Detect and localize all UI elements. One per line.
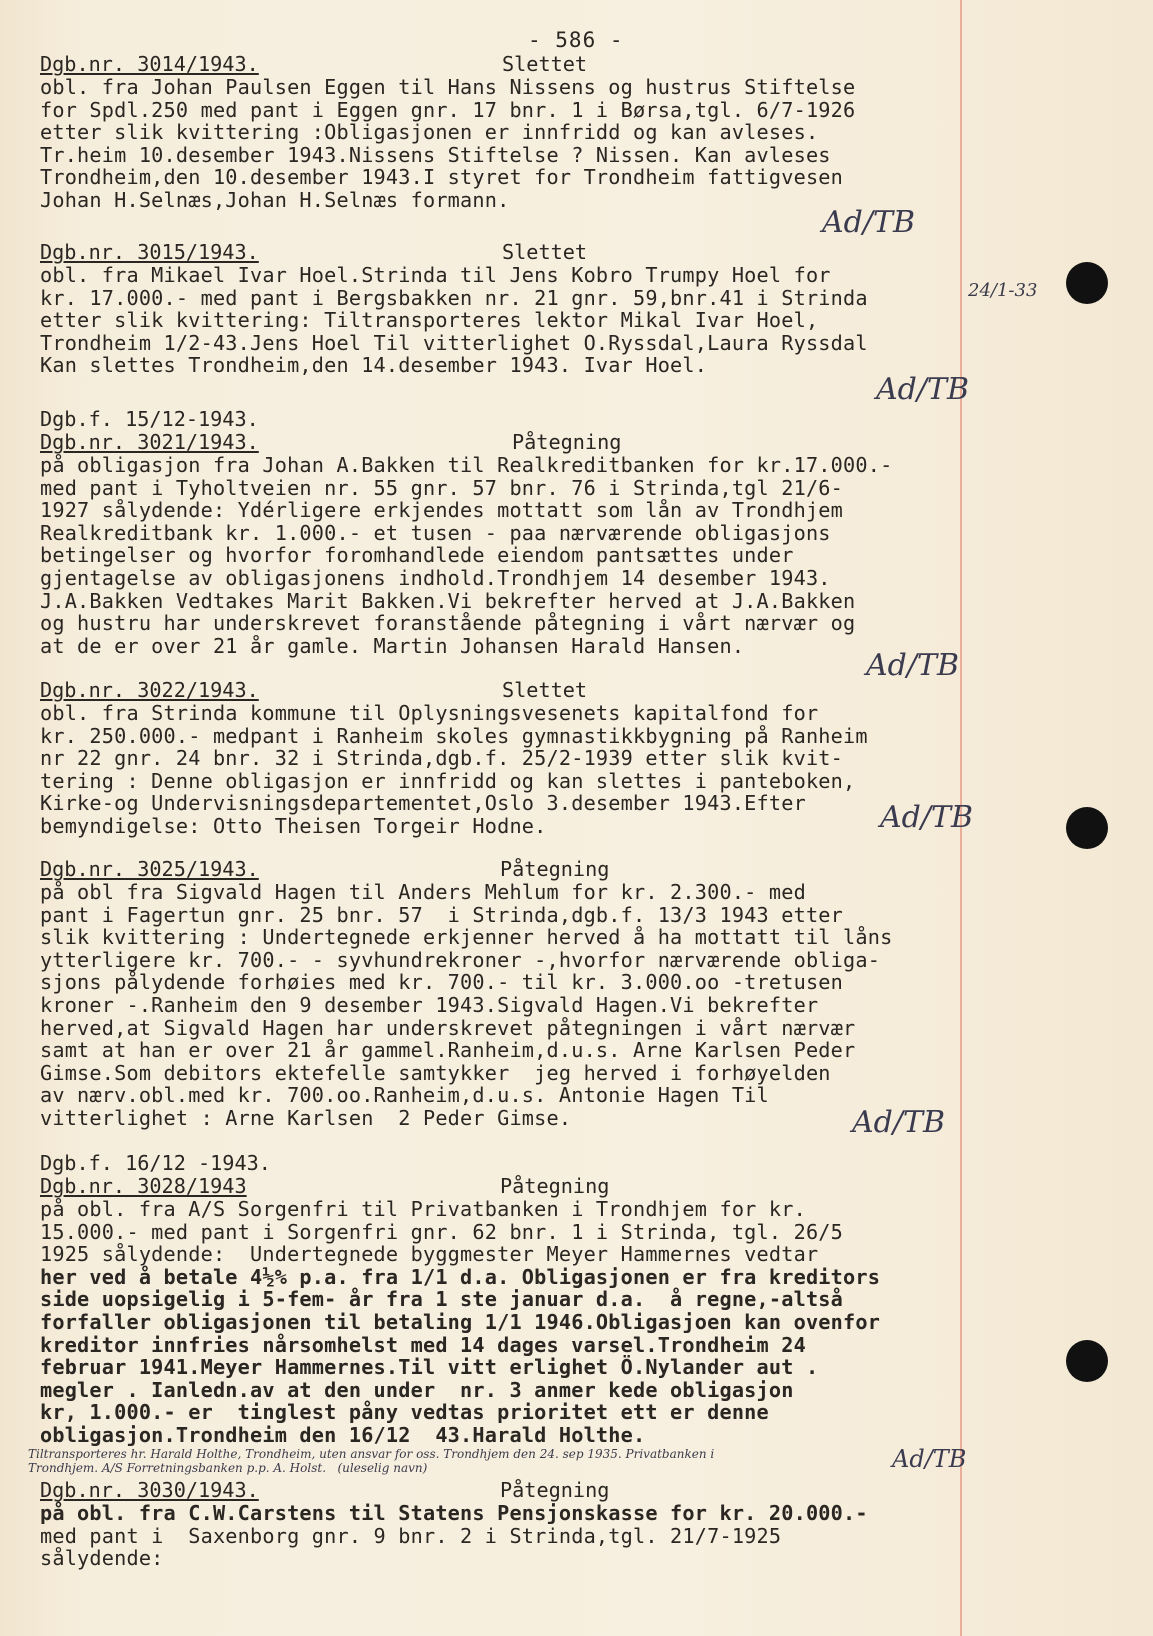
- punch-hole: [1066, 807, 1108, 849]
- entry-line: obligasjon.Trondheim den 16/12 43.Harald Holthe.: [40, 1422, 646, 1447]
- entry-line: bemyndigelse: Otto Theisen Torgeir Hodne.: [40, 813, 547, 838]
- entry-line: 1925 sålydende: Undertegnede byggmester Meyer Hammernes vedtar: [40, 1242, 819, 1267]
- entry-line: februar 1941.Meyer Hammernes.Til vitt erlighet Ö.Nylander aut .: [40, 1355, 819, 1380]
- entry-line: av nærv.obl.med kr. 700.oo.Ranheim,d.u.s. Antonie Hagen Til: [40, 1083, 769, 1108]
- entry-header: [40, 1478, 960, 1502]
- entry-3030: [40, 1478, 960, 1570]
- entry-type: Påtegning: [500, 1478, 610, 1502]
- entry-line: Tr.heim 10.desember 1943.Nissens Stiftelse ? Nissen. Kan avleses: [40, 142, 831, 167]
- entry-line: og hustru har underskrevet foranstående påtegning i vårt nærvær og: [40, 611, 856, 636]
- entry-line: Trondheim 1/2-43.Jens Hoel Til vitterlighet O.Ryssdal,Laura Ryssdal: [40, 330, 868, 355]
- entry-line: sjons pålydende forhøies med kr. 700.- til kr. 3.000.oo -tretusen: [40, 970, 844, 995]
- entry-type: Påtegning: [500, 857, 610, 881]
- entry-header: [40, 240, 960, 264]
- entry-date: Dgb.f. 16/12 -1943.: [40, 1151, 271, 1175]
- entry-3025: [40, 857, 960, 1130]
- margin-initials: Ad/TB: [822, 205, 916, 240]
- entry-line: for Spdl.250 med pant i Eggen gnr. 17 bnr. 1 i Børsa,tgl. 6/7-1926: [40, 97, 856, 122]
- handwritten-line: Trondhjem. A/S Forretningsbanken p.p. A. Holst. (uleselig navn): [28, 1461, 428, 1475]
- entry-header: [40, 857, 960, 881]
- entry-line: kr. 17.000.- med pant i Bergsbakken nr. 21 gnr. 59,bnr.41 i Strinda: [40, 285, 868, 310]
- entry-line: 1927 sålydende: Ydérligere erkjendes mottatt som lån av Trondhjem: [40, 498, 844, 523]
- entry-line: her ved å betale 4½% p.a. fra 1/1 d.a. Obligasjonen er fra kreditors: [40, 1264, 881, 1289]
- entry-line: med pant i Tyholtveien nr. 55 gnr. 57 bnr. 76 i Strinda,tgl 21/6-: [40, 475, 844, 500]
- entry-line: pant i Fagertun gnr. 25 bnr. 57 i Strinda,dgb.f. 13/3 1943 etter: [40, 902, 844, 927]
- entry-line: Trondheim,den 10.desember 1943.I styret for Trondheim fattigvesen: [40, 165, 844, 190]
- entry-line: samt at han er over 21 år gammel.Ranheim,d.u.s. Arne Karlsen Peder: [40, 1038, 856, 1063]
- entry-header: [40, 52, 960, 76]
- entry-line: gjentagelse av obligasjonens indhold.Trondhjem 14 desember 1943.: [40, 565, 831, 590]
- entry-line: Kan slettes Trondheim,den 14.desember 1943. Ivar Hoel.: [40, 353, 708, 378]
- entry-line: megler . Ianledn.av at den under nr. 3 anmer kede obligasjon: [40, 1377, 794, 1402]
- entry-line: på obl. fra A/S Sorgenfri til Privatbanken i Trondhjem for kr.: [40, 1197, 806, 1221]
- entry-number: Dgb.nr. 3022/1943.: [40, 678, 259, 702]
- entry-line: etter slik kvittering: Tiltransporteres lektor Mikal Ivar Hoel,: [40, 308, 819, 333]
- entry-header: [40, 1174, 960, 1198]
- margin-date: 24/1-33: [968, 280, 1038, 301]
- punch-hole: [1066, 1340, 1108, 1382]
- entry-type: Påtegning: [500, 1174, 610, 1198]
- entry-number: Dgb.nr. 3015/1943.: [40, 240, 259, 264]
- entry-line: ytterligere kr. 700.- - syvhundrekroner -,hvorfor nærværende obliga-: [40, 947, 881, 972]
- entry-number: Dgb.nr. 3025/1943.: [40, 857, 259, 881]
- page-number: - 586 -: [528, 28, 624, 52]
- entry-line: kreditor innfries nårsomhelst med 14 dages varsel.Trondheim 24: [40, 1332, 806, 1357]
- margin-initials: Ad/TB: [892, 1445, 967, 1473]
- entry-line: på obligasjon fra Johan A.Bakken til Realkreditbanken for kr.17.000.-: [40, 453, 893, 477]
- entry-3028: [40, 1152, 960, 1447]
- entry-line: Realkreditbank kr. 1.000.- et tusen - paa nærværende obligasjons: [40, 520, 831, 545]
- entry-3015: [40, 240, 960, 377]
- entry-line: kr. 250.000.- medpant i Ranheim skoles gymnastikkbygning på Ranheim: [40, 723, 868, 748]
- entry-line: side uopsigelig i 5-fem- år fra 1 ste januar d.a. å regne,-altså: [40, 1287, 844, 1312]
- entry-line: at de er over 21 år gamle. Martin Johansen Harald Hansen.: [40, 633, 745, 658]
- entry-line: betingelser og hvorfor foromhandlede eiendom pantsættes under: [40, 543, 794, 568]
- entry-number: Dgb.nr. 3021/1943.: [40, 430, 259, 454]
- entry-line: på obl fra Sigvald Hagen til Anders Mehlum for kr. 2.300.- med: [40, 880, 806, 904]
- entry-line: med pant i Saxenborg gnr. 9 bnr. 2 i Strinda,tgl. 21/7-1925: [40, 1523, 782, 1548]
- entry-line: tering : Denne obligasjon er innfridd og kan slettes i panteboken,: [40, 768, 856, 793]
- entry-line: kroner -.Ranheim den 9 desember 1943.Sigvald Hagen.Vi bekrefter: [40, 992, 819, 1017]
- entry-line: nr 22 gnr. 24 bnr. 32 i Strinda,dgb.f. 25/2-1939 etter slik kvit-: [40, 746, 844, 771]
- margin-initials: Ad/TB: [876, 372, 970, 407]
- entry-line: Gimse.Som debitors ektefelle samtykker jeg herved i forhøyelden: [40, 1060, 831, 1085]
- entry-line: obl. fra Mikael Ivar Hoel.Strinda til Jens Kobro Trumpy Hoel for: [40, 263, 831, 287]
- entry-number: Dgb.nr. 3028/1943: [40, 1174, 247, 1198]
- entry-3021: [40, 408, 960, 657]
- entry-type: Slettet: [502, 52, 588, 76]
- entry-line: på obl. fra C.W.Carstens til Statens Pensjonskasse for kr. 20.000.-: [40, 1501, 868, 1525]
- entry-line: Johan H.Selnæs,Johan H.Selnæs formann.: [40, 187, 510, 212]
- entry-type: Påtegning: [512, 430, 622, 454]
- entry-number: Dgb.nr. 3030/1943.: [40, 1478, 259, 1502]
- entry-number: Dgb.nr. 3014/1943.: [40, 52, 259, 76]
- entry-line: Kirke-og Undervisningsdepartementet,Oslo 3.desember 1943.Efter: [40, 791, 806, 816]
- entry-line: obl. fra Johan Paulsen Eggen til Hans Nissens og hustrus Stiftelse: [40, 75, 856, 99]
- margin-initials: Ad/TB: [880, 800, 974, 835]
- entry-3022: [40, 678, 960, 838]
- entry-header: [40, 430, 960, 454]
- entry-type: Slettet: [502, 678, 588, 702]
- entry-3014: [40, 52, 960, 212]
- entry-header: [40, 678, 960, 702]
- entry-line: slik kvittering : Undertegnede erkjenner herved å ha mottatt til låns: [40, 925, 893, 950]
- entry-line: herved,at Sigvald Hagen har underskrevet påtegningen i vårt nærvær: [40, 1015, 856, 1040]
- punch-hole: [1066, 262, 1108, 304]
- entry-date: Dgb.f. 15/12-1943.: [40, 407, 259, 431]
- entry-line: etter slik kvittering :Obligasjonen er innfridd og kan avleses.: [40, 120, 819, 145]
- handwritten-note: [28, 1447, 928, 1475]
- entry-line: J.A.Bakken Vedtakes Marit Bakken.Vi bekrefter herved at J.A.Bakken: [40, 588, 856, 613]
- margin-initials: Ad/TB: [866, 648, 960, 683]
- entry-line: forfaller obligasjonen til betaling 1/1 1946.Obligasjoen kan ovenfor: [40, 1309, 881, 1334]
- entry-line: kr, 1.000.- er tinglest påny vedtas prioritet ett er denne: [40, 1400, 769, 1425]
- margin-initials: Ad/TB: [852, 1105, 946, 1140]
- entry-line: obl. fra Strinda kommune til Oplysningsvesenets kapitalfond for: [40, 701, 819, 725]
- entry-line: sålydende:: [40, 1546, 164, 1571]
- entry-type: Slettet: [502, 240, 588, 264]
- handwritten-line: Tiltransporteres hr. Harald Holthe, Trondheim, uten ansvar for oss. Trondhjem den 24. sep 1935. Privatbanken i: [28, 1447, 715, 1461]
- entry-line: 15.000.- med pant i Sorgenfri gnr. 62 bnr. 1 i Strinda, tgl. 26/5: [40, 1219, 844, 1244]
- entry-line: vitterlighet : Arne Karlsen 2 Peder Gimse.: [40, 1105, 572, 1130]
